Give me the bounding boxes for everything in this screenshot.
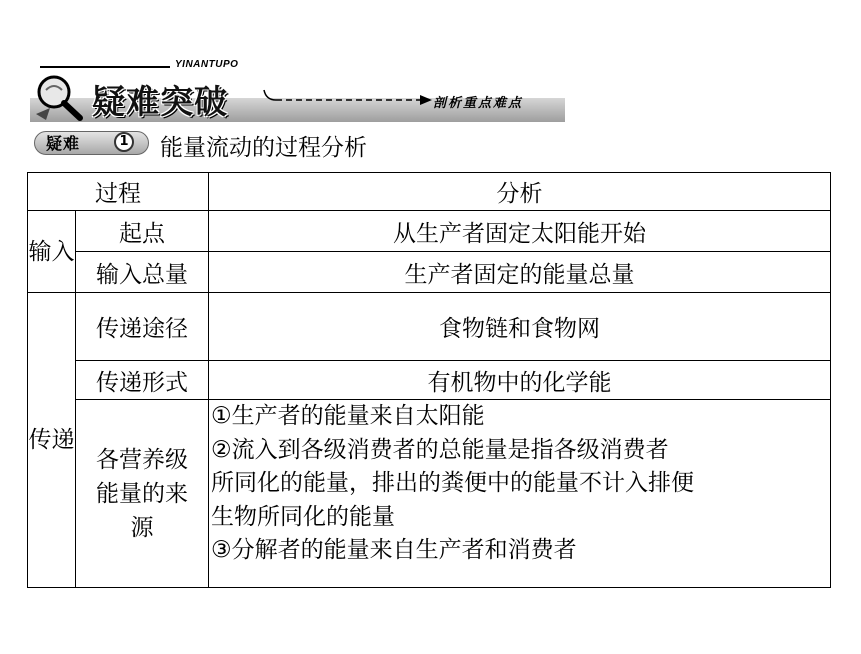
table-row [28, 293, 831, 361]
tag-label: 疑难 [46, 134, 81, 153]
section-title: 能量流动的过程分析 [160, 135, 367, 161]
banner-subtitle: 剖析重点难点 [433, 96, 524, 111]
transfer-category-cell [28, 293, 76, 588]
banner-line [40, 66, 170, 68]
input-category-label: 输入 [28, 238, 75, 265]
magnifier-icon [32, 70, 88, 122]
tag-number: 1 [114, 132, 134, 152]
section-banner [30, 58, 565, 122]
dashed-arrow-icon [262, 88, 442, 108]
transfer-analysis-route: 食物链和食物网 [209, 293, 831, 361]
energy-flow-table [27, 172, 831, 588]
table-row [28, 211, 831, 252]
difficulty-tag [34, 127, 154, 157]
header-analysis: 分析 [209, 173, 831, 211]
input-category-cell [28, 211, 76, 293]
transfer-item-source: 各营养级能量的来源 [76, 400, 209, 588]
table-row [28, 400, 831, 588]
source-line: 生物所同化的能量 [211, 503, 395, 530]
header-process: 过程 [28, 173, 209, 211]
input-item-start: 起点 [76, 211, 209, 252]
transfer-analysis-source [209, 400, 831, 588]
source-line: ③分解者的能量来自生产者和消费者 [211, 537, 577, 563]
banner-en-label: YINANTUPO [175, 59, 239, 70]
transfer-category-label: 传递 [28, 427, 75, 453]
input-analysis-start: 从生产者固定太阳能开始 [209, 211, 831, 252]
source-line: ①生产者的能量来自太阳能 [211, 403, 485, 429]
source-line: 所同化的能量，排出的粪便中的能量不计入排便 [211, 470, 694, 496]
transfer-item-route: 传递途径 [76, 293, 209, 361]
input-analysis-total: 生产者固定的能量总量 [209, 252, 831, 293]
table-header-row [28, 173, 831, 211]
source-line: ②流入到各级消费者的总能量是指各级消费者 [211, 436, 669, 463]
input-item-total: 输入总量 [76, 252, 209, 293]
transfer-item-form: 传递形式 [76, 361, 209, 400]
transfer-analysis-form: 有机物中的化学能 [209, 361, 831, 400]
table-row [28, 361, 831, 400]
table-row [28, 252, 831, 293]
banner-title: 疑难突破 [92, 82, 228, 121]
